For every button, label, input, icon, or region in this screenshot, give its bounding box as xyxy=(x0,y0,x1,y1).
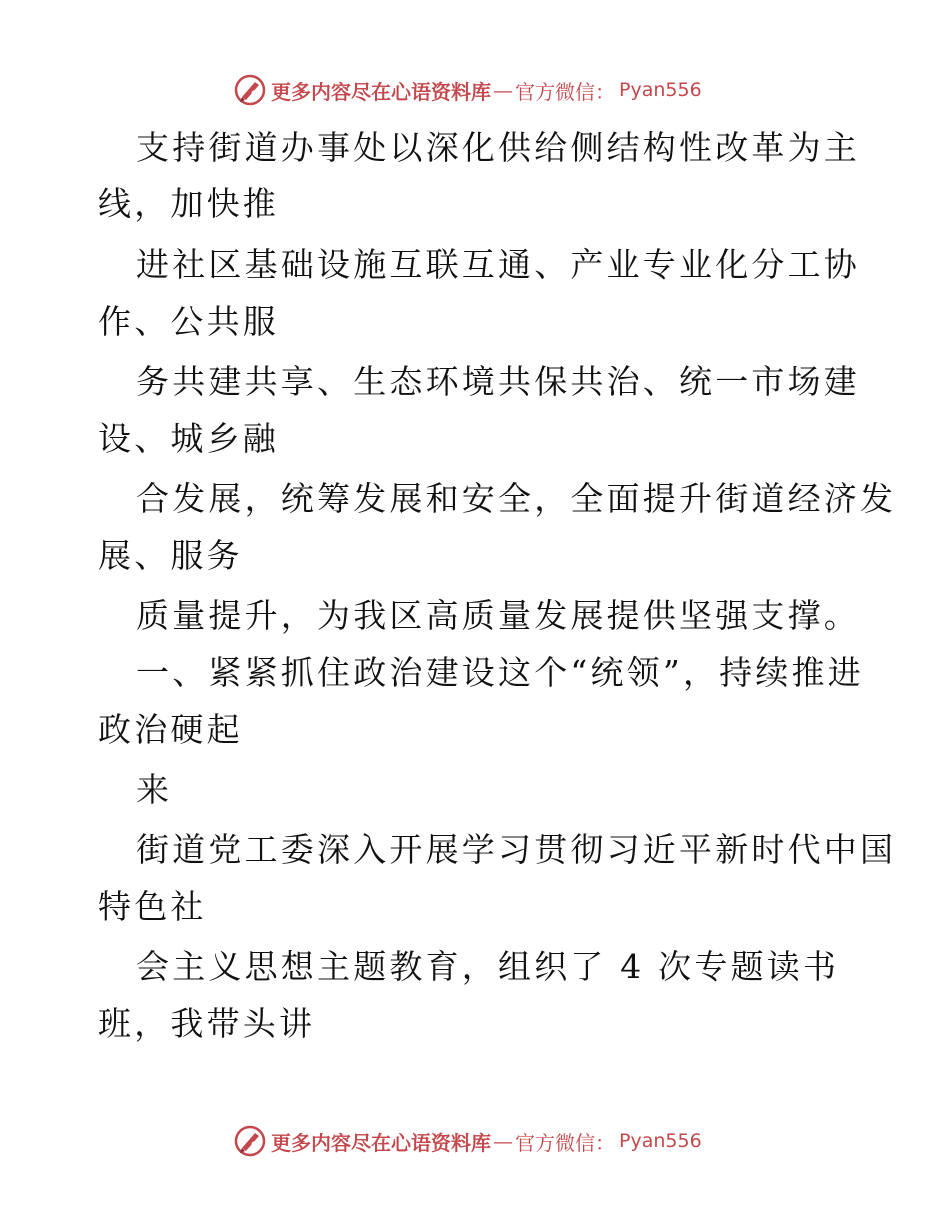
body-line: 会主义思想主题教育，组织了 4 次专题读书 xyxy=(136,947,840,986)
body-line: 班，我带头讲 xyxy=(98,1004,316,1043)
body-line: 政治硬起 xyxy=(98,710,243,749)
body-line: 合发展，统筹发展和安全，全面提升街道经济发 xyxy=(136,479,897,518)
watermark-dash: — xyxy=(493,78,513,102)
watermark-title: 更多内容尽在心语资料库 xyxy=(271,1130,491,1155)
body-line: 一、紧紧抓住政治建设这个“统领”，持续推进 xyxy=(136,653,864,692)
body-line: 展、服务 xyxy=(98,536,243,575)
watermark-wechat-label: 官方微信： xyxy=(515,1130,615,1155)
body-line: 设、城乡融 xyxy=(98,419,279,458)
body-line: 作、公共服 xyxy=(98,302,279,341)
footer-watermark xyxy=(233,1123,702,1159)
watermark-dash: — xyxy=(493,1129,513,1153)
watermark-wechat-label: 官方微信： xyxy=(515,79,615,104)
watermark-wechat-id: Pyan556 xyxy=(619,1130,702,1152)
body-line: 来 xyxy=(136,770,173,809)
header-watermark xyxy=(233,72,702,108)
body-line: 街道党工委深入开展学习贯彻习近平新时代中国 xyxy=(136,830,897,869)
watermark-title: 更多内容尽在心语资料库 xyxy=(271,79,491,104)
body-line: 质量提升，为我区高质量发展提供坚强支撑。 xyxy=(136,596,860,635)
watermark-wechat-id: Pyan556 xyxy=(619,79,702,101)
body-line: 务共建共享、生态环境共保共治、统一市场建 xyxy=(136,362,860,401)
pen-logo-icon xyxy=(233,73,267,107)
body-line: 支持街道办事处以深化供给侧结构性改革为主 xyxy=(136,128,860,167)
body-line: 线，加快推 xyxy=(98,184,279,223)
body-line: 进社区基础设施互联互通、产业专业化分工协 xyxy=(136,245,860,284)
pen-logo-icon xyxy=(233,1124,267,1158)
body-line: 特色社 xyxy=(98,887,207,926)
